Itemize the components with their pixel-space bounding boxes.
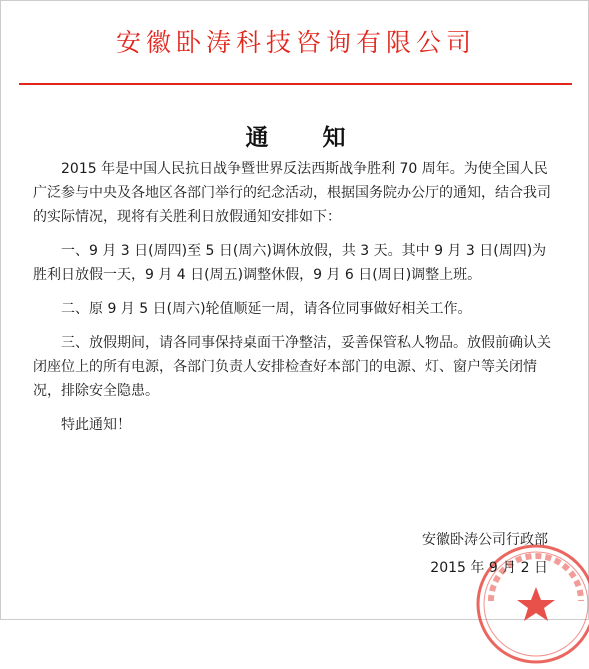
paragraph-item-1: 一、9 月 3 日(周四)至 5 日(周六)调休放假，共 3 天。其中 9 月 3 日(周四)为胜利日放假一天，9 月 4 日(周五)调整休假，9 月 6 日(周日)调整上班。	[33, 243, 547, 283]
paragraph-closing: 特此通知！	[61, 417, 131, 433]
header-divider	[19, 83, 572, 85]
signature-block	[422, 529, 548, 579]
company-name-header: 安徽卧涛科技咨询有限公司	[115, 28, 476, 57]
notice-body	[33, 157, 558, 447]
title-char-2: 知	[322, 125, 346, 151]
title-char-1: 通	[245, 125, 269, 151]
signature-department: 安徽卧涛公司行政部	[422, 532, 548, 548]
notice-title	[1, 119, 589, 152]
paragraph-intro: 2015 年是中国人民抗日战争暨世界反法西斯战争胜利 70 周年。为使全国人民广泛参与中央及各地区各部门举行的纪念活动，根据国务院办公厅的通知，结合我司的实际情况，现将有关胜利日放假通知安排如下：	[33, 161, 551, 225]
paragraph-item-3: 三、放假期间，请各同事保持桌面干净整洁，妥善保管私人物品。放假前确认关闭座位上的所有电源，各部门负责人安排检查好本部门的电源、灯、窗户等关闭情况，排除安全隐患。	[33, 335, 551, 399]
paragraph-item-2: 二、原 9 月 5 日(周六)轮值顺延一周，请各位同事做好相关工作。	[61, 301, 472, 317]
signature-date: 2015 年 9 月 2 日	[430, 560, 548, 576]
